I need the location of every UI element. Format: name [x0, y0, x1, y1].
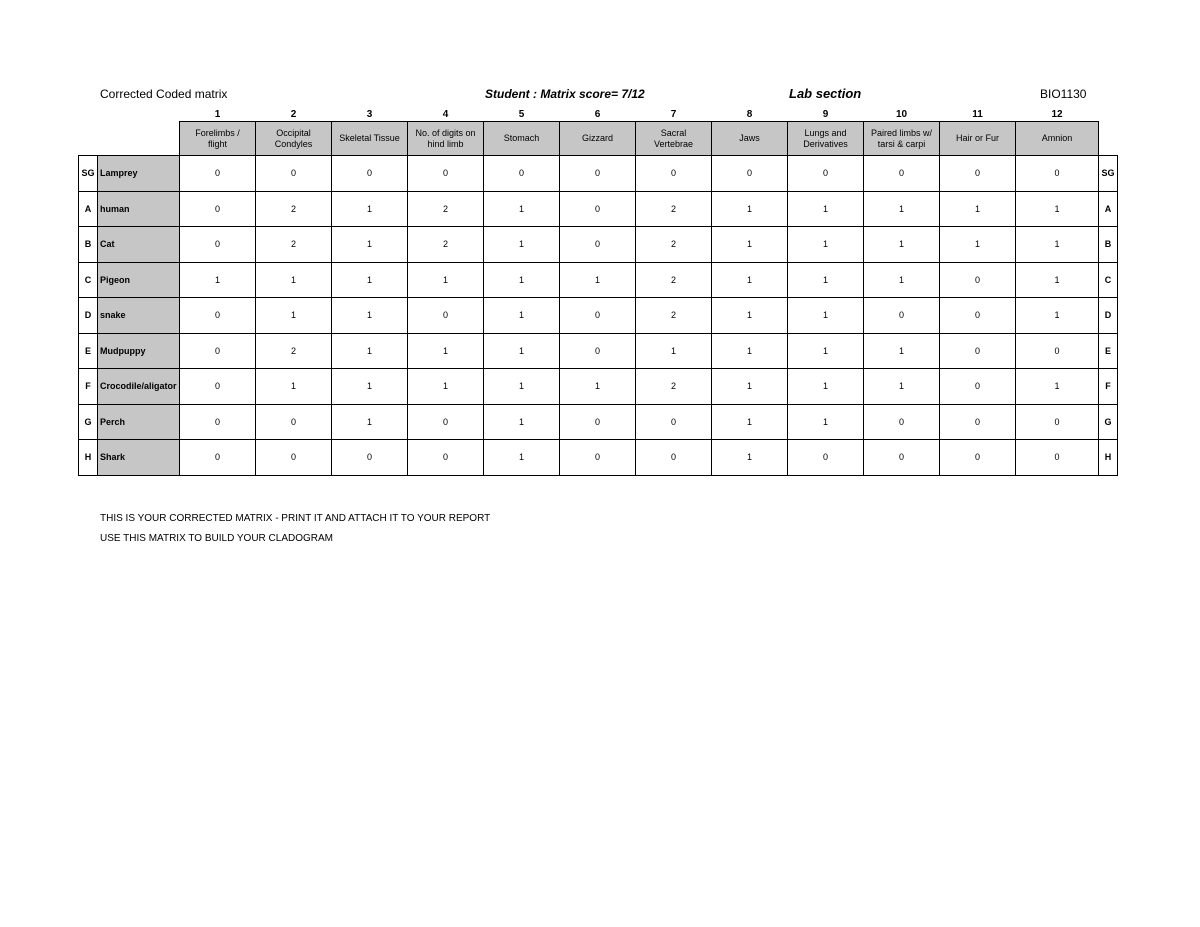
matrix-value-cell: 0 — [560, 333, 636, 369]
taxon-name: human — [98, 191, 180, 227]
character-number: 2 — [290, 108, 297, 120]
matrix-value-cell: 0 — [788, 440, 864, 476]
matrix-value-cell: 1 — [560, 262, 636, 298]
matrix-value-cell: 1 — [712, 404, 788, 440]
matrix-value-cell: 0 — [560, 156, 636, 192]
matrix-value-cell: 0 — [180, 440, 256, 476]
matrix-value-cell: 1 — [940, 227, 1016, 263]
matrix-value-cell: 0 — [560, 191, 636, 227]
character-number: 12 — [1051, 108, 1063, 120]
matrix-value-cell: 0 — [256, 404, 332, 440]
taxon-row — [79, 262, 1118, 298]
matrix-value-cell: 1 — [560, 369, 636, 405]
character-number: 6 — [594, 108, 601, 120]
taxon-code-right: SG — [1099, 156, 1118, 192]
character-header-line: tarsi & carpi — [877, 138, 926, 149]
matrix-value-cell: 1 — [332, 369, 408, 405]
coded-matrix-table — [78, 107, 1118, 476]
matrix-value-cell: 0 — [940, 298, 1016, 334]
taxon-name: Mudpuppy — [98, 333, 180, 369]
character-header-line: No. of digits on — [415, 127, 476, 138]
character-header-line: Stomach — [503, 133, 540, 143]
matrix-value-cell: 1 — [408, 369, 484, 405]
matrix-score: Student : Matrix score= 7/12 — [485, 87, 645, 101]
matrix-value-cell: 1 — [636, 333, 712, 369]
matrix-value-cell: 2 — [636, 298, 712, 334]
matrix-value-cell: 1 — [788, 191, 864, 227]
matrix-value-cell: 0 — [332, 440, 408, 476]
matrix-value-cell: 2 — [636, 227, 712, 263]
matrix-value-cell: 0 — [408, 298, 484, 334]
taxon-code-right: E — [1099, 333, 1118, 369]
matrix-value-cell: 0 — [180, 156, 256, 192]
matrix-value-cell: 0 — [940, 262, 1016, 298]
matrix-value-cell: 1 — [332, 298, 408, 334]
matrix-value-cell: 1 — [864, 227, 940, 263]
taxon-code: B — [79, 227, 98, 263]
matrix-value-cell: 0 — [864, 156, 940, 192]
matrix-value-cell: 1 — [484, 262, 560, 298]
taxon-name: Pigeon — [98, 262, 180, 298]
matrix-value-cell: 1 — [484, 227, 560, 263]
matrix-value-cell: 2 — [256, 227, 332, 263]
character-header — [560, 122, 636, 156]
matrix-value-cell: 0 — [408, 156, 484, 192]
character-header-line: Paired limbs w/ — [870, 127, 933, 138]
matrix-title: Corrected Coded matrix — [100, 87, 228, 101]
taxon-name: Perch — [98, 404, 180, 440]
character-number: 11 — [972, 108, 983, 120]
character-header — [712, 122, 788, 156]
note-build-cladogram: USE THIS MATRIX TO BUILD YOUR CLADOGRAM — [100, 533, 334, 544]
taxon-code: SG — [79, 156, 98, 192]
matrix-value-cell: 1 — [788, 333, 864, 369]
taxon-row — [79, 333, 1118, 369]
matrix-value-cell: 0 — [408, 440, 484, 476]
taxon-code-right: D — [1099, 298, 1118, 334]
taxon-row — [79, 440, 1118, 476]
matrix-value-cell: 1 — [180, 262, 256, 298]
blank-cell — [1099, 107, 1118, 122]
matrix-value-cell: 2 — [636, 191, 712, 227]
matrix-value-cell: 0 — [560, 298, 636, 334]
character-header — [864, 122, 940, 156]
taxon-row — [79, 227, 1118, 263]
character-number: 10 — [895, 108, 908, 120]
matrix-value-cell: 2 — [636, 369, 712, 405]
character-header-line: Lungs and — [804, 127, 847, 138]
matrix-value-cell: 0 — [636, 440, 712, 476]
matrix-value-cell: 0 — [180, 404, 256, 440]
matrix-value-cell: 0 — [332, 156, 408, 192]
matrix-value-cell: 2 — [256, 333, 332, 369]
matrix-value-cell: 1 — [256, 369, 332, 405]
matrix-value-cell: 0 — [1016, 404, 1099, 440]
matrix-value-cell: 0 — [560, 227, 636, 263]
matrix-value-cell: 0 — [636, 404, 712, 440]
character-header-line: Skeletal Tissue — [339, 133, 400, 143]
blank-cell — [1099, 122, 1118, 156]
character-header — [408, 122, 484, 156]
matrix-value-cell: 1 — [712, 440, 788, 476]
character-number: 3 — [366, 108, 373, 120]
taxon-name: Cat — [98, 227, 180, 263]
matrix-value-cell: 0 — [1016, 440, 1099, 476]
matrix-value-cell: 1 — [1016, 298, 1099, 334]
matrix-value-cell: 1 — [788, 369, 864, 405]
matrix-value-cell: 0 — [180, 227, 256, 263]
taxon-name: Shark — [98, 440, 180, 476]
matrix-value-cell: 1 — [332, 262, 408, 298]
matrix-value-cell: 0 — [864, 298, 940, 334]
matrix-value-cell: 2 — [636, 262, 712, 298]
matrix-value-cell: 0 — [864, 404, 940, 440]
matrix-value-cell: 0 — [864, 440, 940, 476]
matrix-value-cell: 1 — [484, 369, 560, 405]
matrix-value-cell: 0 — [940, 404, 1016, 440]
character-header — [484, 122, 560, 156]
matrix-value-cell: 2 — [408, 227, 484, 263]
character-header-line: Occipital — [276, 127, 311, 138]
character-header-line: hind limb — [427, 138, 464, 149]
matrix-value-cell: 1 — [940, 191, 1016, 227]
matrix-value-cell: 2 — [408, 191, 484, 227]
matrix-value-cell: 0 — [1016, 333, 1099, 369]
matrix-value-cell: 0 — [560, 440, 636, 476]
matrix-value-cell: 0 — [256, 440, 332, 476]
character-header — [636, 122, 712, 156]
taxon-code: G — [79, 404, 98, 440]
matrix-value-cell: 1 — [1016, 227, 1099, 263]
matrix-value-cell: 1 — [1016, 262, 1099, 298]
matrix-value-cell: 0 — [1016, 156, 1099, 192]
matrix-value-cell: 1 — [484, 333, 560, 369]
matrix-value-cell: 1 — [788, 227, 864, 263]
taxon-code: F — [79, 369, 98, 405]
taxon-name: snake — [98, 298, 180, 334]
matrix-value-cell: 0 — [636, 156, 712, 192]
note-print-matrix: THIS IS YOUR CORRECTED MATRIX - PRINT IT AND ATTACH IT TO YOUR REPORT — [100, 513, 491, 524]
character-header-line: flight — [207, 138, 227, 149]
matrix-value-cell: 0 — [180, 333, 256, 369]
matrix-value-cell: 0 — [940, 333, 1016, 369]
character-header-line: Forelimbs / — [195, 127, 240, 138]
character-number: 5 — [518, 108, 525, 120]
matrix-value-cell: 0 — [408, 404, 484, 440]
matrix-value-cell: 1 — [864, 191, 940, 227]
matrix-value-cell: 0 — [180, 298, 256, 334]
taxon-code-right: F — [1099, 369, 1118, 405]
matrix-value-cell: 0 — [560, 404, 636, 440]
character-header — [256, 122, 332, 156]
matrix-value-cell: 1 — [484, 404, 560, 440]
matrix-value-cell: 1 — [864, 369, 940, 405]
matrix-value-cell: 1 — [484, 440, 560, 476]
character-header-row — [79, 122, 1118, 156]
character-header-line: Derivatives — [803, 138, 848, 149]
matrix-value-cell: 1 — [408, 333, 484, 369]
matrix-value-cell: 0 — [484, 156, 560, 192]
matrix-value-cell: 0 — [180, 369, 256, 405]
taxon-code-right: A — [1099, 191, 1118, 227]
blank-cell — [98, 107, 180, 122]
matrix-value-cell: 1 — [332, 333, 408, 369]
character-header-line: Amnion — [1041, 133, 1073, 143]
blank-cell — [79, 107, 98, 122]
taxon-row — [79, 156, 1118, 192]
matrix-value-cell: 0 — [940, 369, 1016, 405]
matrix-value-cell: 0 — [712, 156, 788, 192]
matrix-value-cell: 1 — [712, 298, 788, 334]
character-header — [788, 122, 864, 156]
matrix-value-cell: 1 — [864, 333, 940, 369]
taxon-code-right: G — [1099, 404, 1118, 440]
blank-cell — [79, 122, 98, 156]
matrix-value-cell: 1 — [1016, 191, 1099, 227]
character-header-line: Gizzard — [581, 133, 613, 143]
matrix-value-cell: 1 — [256, 298, 332, 334]
taxon-row — [79, 404, 1118, 440]
character-header — [180, 122, 256, 156]
character-header-line: Hair or Fur — [955, 133, 999, 143]
matrix-value-cell: 1 — [332, 227, 408, 263]
matrix-value-cell: 1 — [332, 191, 408, 227]
matrix-value-cell: 0 — [940, 156, 1016, 192]
character-number: 8 — [746, 108, 753, 120]
character-header-line: Vertebrae — [653, 138, 694, 149]
character-number: 9 — [822, 108, 829, 120]
matrix-value-cell: 0 — [256, 156, 332, 192]
character-number: 7 — [670, 108, 677, 120]
taxon-code-right: C — [1099, 262, 1118, 298]
matrix-value-cell: 1 — [788, 404, 864, 440]
taxon-code: E — [79, 333, 98, 369]
matrix-value-cell: 1 — [484, 191, 560, 227]
character-header — [1016, 122, 1099, 156]
blank-cell — [98, 122, 180, 156]
matrix-value-cell: 1 — [1016, 369, 1099, 405]
taxon-row — [79, 369, 1118, 405]
matrix-value-cell: 0 — [788, 156, 864, 192]
matrix-value-cell: 1 — [788, 298, 864, 334]
matrix-value-cell: 1 — [712, 333, 788, 369]
taxon-code-right: B — [1099, 227, 1118, 263]
taxon-code: D — [79, 298, 98, 334]
matrix-value-cell: 1 — [256, 262, 332, 298]
character-header-line: Condyles — [274, 138, 313, 149]
matrix-value-cell: 1 — [408, 262, 484, 298]
lab-section-label: Lab section — [789, 86, 862, 101]
matrix-value-cell: 1 — [332, 404, 408, 440]
matrix-value-cell: 1 — [712, 191, 788, 227]
character-header-line: Sacral — [660, 127, 687, 138]
matrix-value-cell: 1 — [484, 298, 560, 334]
taxon-code: C — [79, 262, 98, 298]
character-number-row — [79, 107, 1118, 122]
matrix-value-cell: 0 — [180, 191, 256, 227]
matrix-value-cell: 0 — [940, 440, 1016, 476]
taxon-code: A — [79, 191, 98, 227]
taxon-name: Lamprey — [98, 156, 180, 192]
taxon-row — [79, 298, 1118, 334]
matrix-value-cell: 1 — [712, 369, 788, 405]
taxon-name: Crocodile/aligator — [98, 369, 180, 405]
matrix-value-cell: 2 — [256, 191, 332, 227]
taxon-code: H — [79, 440, 98, 476]
character-number: 4 — [442, 108, 449, 120]
character-header — [940, 122, 1016, 156]
taxon-row — [79, 191, 1118, 227]
matrix-value-cell: 1 — [712, 227, 788, 263]
matrix-value-cell: 1 — [864, 262, 940, 298]
character-header — [332, 122, 408, 156]
course-code: BIO1130 — [1040, 87, 1087, 101]
character-number: 1 — [214, 108, 221, 120]
matrix-value-cell: 1 — [712, 262, 788, 298]
character-header-line: Jaws — [739, 133, 760, 143]
taxon-code-right: H — [1099, 440, 1118, 476]
matrix-value-cell: 1 — [788, 262, 864, 298]
